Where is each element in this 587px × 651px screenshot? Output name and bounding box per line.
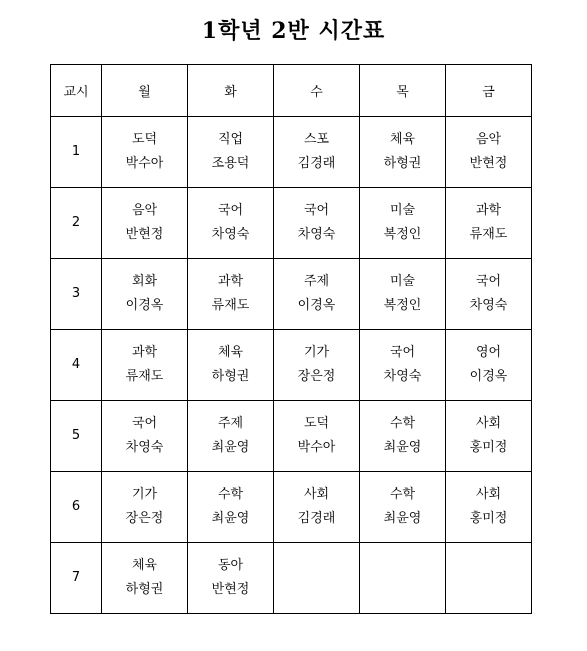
class-cell — [188, 259, 274, 330]
teacher-name: 홍미정 — [469, 511, 508, 526]
subject-name: 미술 — [389, 203, 416, 218]
subject-name: 수학 — [389, 487, 416, 502]
teacher-name: 반현정 — [469, 156, 508, 171]
subject-name: 주제 — [303, 274, 330, 289]
table-row — [51, 472, 532, 543]
empty-cell — [360, 543, 446, 614]
class-cell — [360, 117, 446, 188]
class-cell — [274, 330, 360, 401]
subject-name: 스포 — [303, 132, 330, 147]
subject-name: 과학 — [475, 203, 502, 218]
table-row — [51, 401, 532, 472]
subject-name: 국어 — [475, 274, 502, 289]
class-cell — [102, 117, 188, 188]
period-number: 3 — [51, 259, 102, 330]
period-number: 5 — [51, 401, 102, 472]
subject-name: 동아 — [217, 558, 244, 573]
empty-cell — [274, 543, 360, 614]
period-number: 1 — [51, 117, 102, 188]
subject-name: 체육 — [389, 132, 416, 147]
timetable-title: 1학년 2반 시간표 — [201, 18, 386, 44]
subject-name: 도덕 — [303, 416, 330, 431]
teacher-name: 류재도 — [125, 369, 164, 384]
class-cell — [102, 543, 188, 614]
class-cell — [188, 401, 274, 472]
teacher-name: 반현정 — [211, 582, 250, 597]
class-cell — [446, 188, 532, 259]
class-cell — [102, 188, 188, 259]
teacher-name: 류재도 — [469, 227, 508, 242]
teacher-name: 최윤영 — [211, 511, 250, 526]
subject-name: 국어 — [389, 345, 416, 360]
period-number: 6 — [51, 472, 102, 543]
subject-name: 사회 — [475, 416, 502, 431]
class-cell — [188, 330, 274, 401]
class-cell — [274, 472, 360, 543]
header-day-wed: 수 — [274, 65, 360, 117]
period-number: 4 — [51, 330, 102, 401]
period-number: 7 — [51, 543, 102, 614]
class-cell — [102, 259, 188, 330]
class-cell — [274, 188, 360, 259]
class-cell — [274, 259, 360, 330]
teacher-name: 반현정 — [125, 227, 164, 242]
subject-name: 수학 — [389, 416, 416, 431]
header-period: 교시 — [51, 65, 102, 117]
subject-name: 미술 — [389, 274, 416, 289]
class-cell — [102, 401, 188, 472]
teacher-name: 차영숙 — [469, 298, 508, 313]
period-number: 2 — [51, 188, 102, 259]
subject-name: 국어 — [217, 203, 244, 218]
teacher-name: 이경옥 — [125, 298, 164, 313]
header-day-mon: 월 — [102, 65, 188, 117]
teacher-name: 차영숙 — [383, 369, 422, 384]
class-cell — [188, 472, 274, 543]
empty-cell — [446, 543, 532, 614]
teacher-name: 김경래 — [297, 156, 336, 171]
teacher-name: 류재도 — [211, 298, 250, 313]
class-cell — [102, 472, 188, 543]
table-row — [51, 188, 532, 259]
subject-name: 기가 — [303, 345, 330, 360]
subject-name: 기가 — [131, 487, 158, 502]
subject-name: 직업 — [217, 132, 244, 147]
subject-name: 체육 — [131, 558, 158, 573]
class-cell — [360, 188, 446, 259]
subject-name: 음악 — [131, 203, 158, 218]
subject-name: 영어 — [475, 345, 502, 360]
subject-name: 도덕 — [131, 132, 158, 147]
subject-name: 음악 — [475, 132, 502, 147]
class-cell — [446, 330, 532, 401]
class-cell — [446, 259, 532, 330]
subject-name: 수학 — [217, 487, 244, 502]
class-cell — [360, 330, 446, 401]
teacher-name: 하형권 — [125, 582, 164, 597]
subject-name: 국어 — [303, 203, 330, 218]
teacher-name: 김경래 — [297, 511, 336, 526]
class-cell — [274, 401, 360, 472]
subject-name: 과학 — [131, 345, 158, 360]
teacher-name: 최윤영 — [383, 511, 422, 526]
subject-name: 체육 — [217, 345, 244, 360]
teacher-name: 복정인 — [383, 227, 422, 242]
class-cell — [360, 259, 446, 330]
teacher-name: 박수아 — [297, 440, 336, 455]
subject-name: 사회 — [303, 487, 330, 502]
teacher-name: 차영숙 — [125, 440, 164, 455]
header-day-thu: 목 — [360, 65, 446, 117]
table-row — [51, 543, 532, 614]
subject-name: 사회 — [475, 487, 502, 502]
class-cell — [102, 330, 188, 401]
teacher-name: 이경옥 — [297, 298, 336, 313]
class-cell — [188, 188, 274, 259]
teacher-name: 장은정 — [297, 369, 336, 384]
table-row — [51, 259, 532, 330]
timetable — [50, 64, 532, 614]
class-cell — [446, 401, 532, 472]
subject-name: 주제 — [217, 416, 244, 431]
subject-name: 회화 — [131, 274, 158, 289]
teacher-name: 복정인 — [383, 298, 422, 313]
teacher-name: 하형권 — [383, 156, 422, 171]
table-row — [51, 117, 532, 188]
subject-name: 과학 — [217, 274, 244, 289]
teacher-name: 차영숙 — [297, 227, 336, 242]
teacher-name: 홍미정 — [469, 440, 508, 455]
teacher-name: 조용덕 — [211, 156, 250, 171]
teacher-name: 하형권 — [211, 369, 250, 384]
class-cell — [188, 117, 274, 188]
class-cell — [446, 472, 532, 543]
teacher-name: 장은정 — [125, 511, 164, 526]
header-day-fri: 금 — [446, 65, 532, 117]
header-day-tue: 화 — [188, 65, 274, 117]
teacher-name: 이경옥 — [469, 369, 508, 384]
subject-name: 국어 — [131, 416, 158, 431]
class-cell — [446, 117, 532, 188]
teacher-name: 박수아 — [125, 156, 164, 171]
header-row — [51, 65, 532, 117]
class-cell — [360, 401, 446, 472]
class-cell — [274, 117, 360, 188]
teacher-name: 차영숙 — [211, 227, 250, 242]
class-cell — [360, 472, 446, 543]
table-row — [51, 330, 532, 401]
class-cell — [188, 543, 274, 614]
teacher-name: 최윤영 — [211, 440, 250, 455]
teacher-name: 최윤영 — [383, 440, 422, 455]
